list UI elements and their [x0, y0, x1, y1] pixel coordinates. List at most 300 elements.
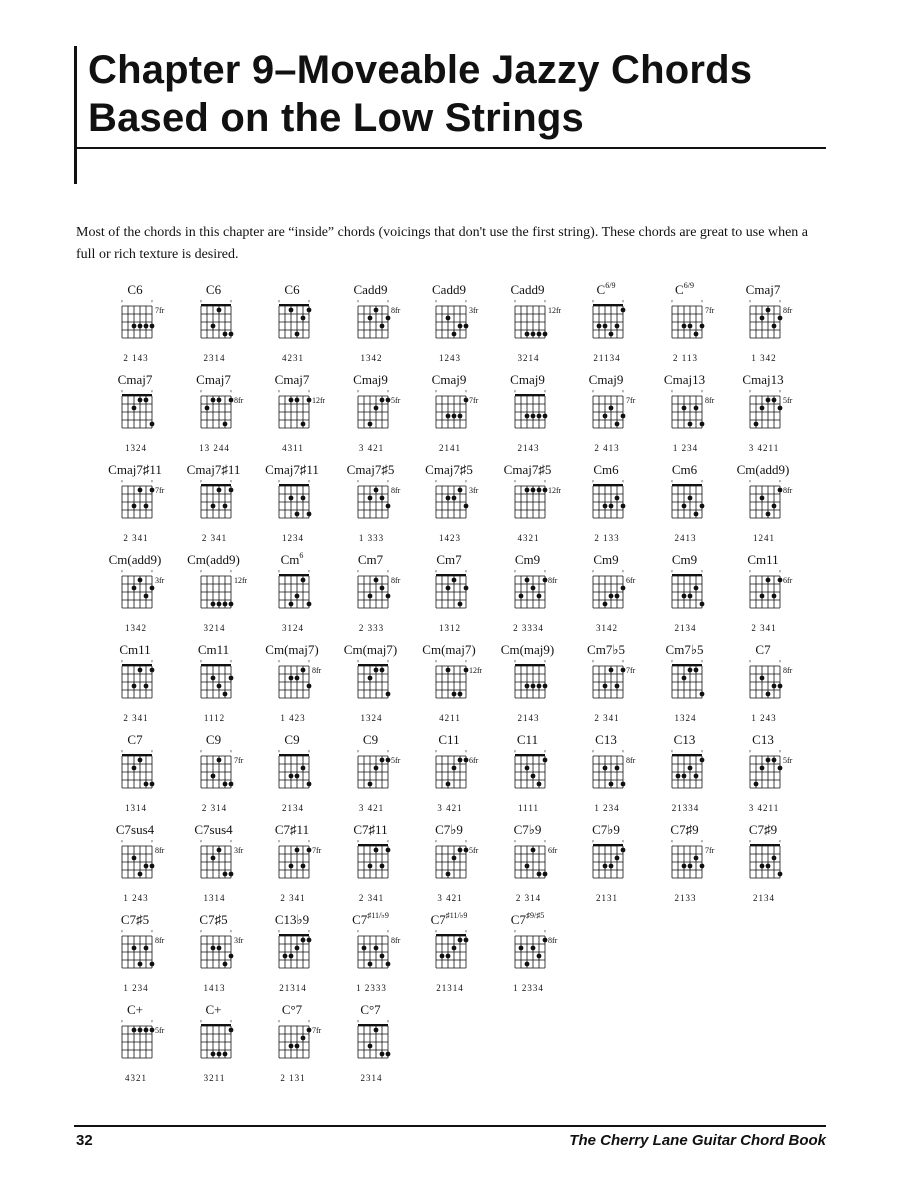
- muted-string-mark: ×: [543, 390, 546, 395]
- finger-dot: [367, 316, 372, 321]
- finger-dot: [216, 308, 221, 313]
- chord-name-base: Cm11: [119, 642, 151, 657]
- chord-diagram: [175, 1002, 253, 1088]
- finger-dot: [772, 504, 777, 509]
- chord-name-base: C7♯11: [353, 822, 388, 837]
- fret-number: 12fr: [547, 486, 561, 495]
- chord-name-base: Cadd9: [510, 282, 545, 297]
- finger-dot: [295, 676, 300, 681]
- chord-diagram: [489, 912, 567, 998]
- finger-dot: [524, 578, 529, 583]
- finger-dot: [530, 586, 535, 591]
- chord-diagram: [724, 282, 802, 368]
- chord-diagram: [253, 462, 331, 548]
- muted-string-mark: ×: [120, 930, 124, 935]
- fingering-label: 1 234: [672, 443, 699, 453]
- fretboard-diagram: [275, 748, 325, 800]
- fretboard-diagram: [589, 478, 639, 530]
- chord-diagram: [410, 822, 488, 908]
- finger-dot: [766, 308, 771, 313]
- chord-diagram: [96, 912, 174, 998]
- chord-name: [489, 642, 567, 657]
- finger-dot: [150, 488, 155, 493]
- finger-dot: [452, 414, 457, 419]
- fretboard-diagram: [668, 298, 718, 350]
- chord-name-base: Cmaj7: [745, 282, 781, 297]
- fingering-label: 1 423: [280, 713, 306, 723]
- fingering-label: 2134: [753, 893, 775, 903]
- finger-dot: [301, 864, 306, 869]
- fret-number: 8fr: [155, 936, 165, 945]
- chord-name-base: Cmaj13: [742, 372, 784, 387]
- fret-number: 7fr: [704, 306, 714, 315]
- chord-diagram: [332, 642, 410, 728]
- finger-dot: [452, 332, 457, 337]
- fingering-label: 2 3334: [513, 623, 544, 633]
- finger-dot: [452, 578, 457, 583]
- chord-diagram: [567, 822, 645, 908]
- fretboard-diagram: [197, 388, 247, 440]
- finger-dot: [621, 414, 626, 419]
- chord-diagram: [410, 462, 488, 548]
- chord-name: [646, 642, 724, 657]
- finger-dot: [138, 962, 143, 967]
- finger-dot: [289, 954, 294, 959]
- fingering-label: 3 4211: [748, 803, 780, 813]
- chord-diagram: [96, 462, 174, 548]
- fingering-label: 2 341: [594, 713, 620, 723]
- finger-dot: [379, 324, 384, 329]
- finger-dot: [222, 504, 227, 509]
- finger-dot: [138, 398, 143, 403]
- chord-diagram: [332, 822, 410, 908]
- finger-dot: [228, 602, 233, 607]
- muted-string-mark: ×: [356, 480, 359, 485]
- chord-diagram: [724, 552, 802, 638]
- finger-dot: [772, 856, 777, 861]
- finger-dot: [766, 758, 771, 763]
- finger-dot: [699, 864, 704, 869]
- fret-number: 5fr: [390, 396, 400, 405]
- finger-dot: [295, 332, 300, 337]
- finger-dot: [530, 946, 535, 951]
- finger-dot: [615, 324, 620, 329]
- chord-name-base: Cmaj9: [431, 372, 467, 387]
- muted-string-mark: ×: [150, 930, 154, 935]
- finger-dot: [228, 676, 233, 681]
- fingering-label: 4231: [282, 353, 304, 363]
- finger-dot: [687, 422, 692, 427]
- chord-diagram: [253, 552, 331, 638]
- finger-dot: [307, 848, 312, 853]
- chord-name: [96, 1002, 174, 1017]
- chord-name: [332, 552, 410, 567]
- fingering-label: 3124: [282, 623, 304, 633]
- chord-name-base: C+: [205, 1002, 222, 1017]
- fretboard-diagram: [354, 298, 404, 350]
- finger-dot: [150, 782, 155, 787]
- finger-dot: [295, 512, 300, 517]
- muted-string-mark: ×: [199, 390, 202, 395]
- finger-dot: [772, 398, 777, 403]
- chord-name: [175, 462, 253, 477]
- muted-string-mark: ×: [150, 1020, 154, 1025]
- chord-diagram: [332, 372, 410, 458]
- chord-diagram: [332, 462, 410, 548]
- finger-dot: [367, 422, 372, 427]
- fingering-label: 21314: [436, 983, 464, 993]
- finger-dot: [138, 872, 143, 877]
- fret-number: 7fr: [626, 666, 636, 675]
- finger-dot: [307, 782, 312, 787]
- fretboard-diagram: [511, 838, 561, 890]
- chord-name: [175, 642, 253, 657]
- muted-string-mark: ×: [621, 480, 625, 485]
- finger-dot: [216, 848, 221, 853]
- muted-string-mark: ×: [748, 570, 752, 575]
- finger-dot: [464, 398, 469, 403]
- chord-name-base: C9: [205, 732, 222, 747]
- chord-name-base: C11: [438, 732, 460, 747]
- fret-number: 7fr: [155, 306, 165, 315]
- fingering-label: 4211: [439, 713, 461, 723]
- chord-name: [332, 282, 410, 297]
- chord-diagram: [724, 642, 802, 728]
- chord-name: [489, 912, 567, 927]
- fingering-label: 2314: [360, 1073, 383, 1083]
- muted-string-mark: ×: [307, 570, 311, 575]
- chord-name-base: Cm6: [671, 462, 698, 477]
- finger-dot: [144, 946, 149, 951]
- finger-dot: [138, 324, 143, 329]
- fretboard-diagram: [746, 388, 796, 440]
- finger-dot: [530, 848, 535, 853]
- fret-number: 8fr: [233, 396, 243, 405]
- chord-diagram: [489, 822, 567, 908]
- muted-string-mark: ×: [543, 840, 546, 845]
- chord-diagram: [175, 462, 253, 548]
- finger-dot: [307, 938, 312, 943]
- finger-dot: [210, 1052, 215, 1057]
- fingering-label: 2413: [674, 533, 697, 543]
- chord-name-base: Cm11: [197, 642, 230, 657]
- finger-dot: [385, 594, 390, 599]
- fret-number: 8fr: [783, 306, 793, 315]
- finger-dot: [699, 692, 704, 697]
- fretboard-diagram: [746, 658, 796, 710]
- finger-dot: [301, 496, 306, 501]
- finger-dot: [295, 1044, 300, 1049]
- fretboard-diagram: [668, 478, 718, 530]
- muted-string-mark: ×: [229, 390, 232, 395]
- finger-dot: [373, 578, 378, 583]
- finger-dot: [373, 668, 378, 673]
- finger-dot: [536, 414, 541, 419]
- chord-diagram: [567, 552, 645, 638]
- fingering-label: 1 2334: [513, 983, 544, 993]
- fingering-label: 1 234: [123, 983, 149, 993]
- finger-dot: [373, 308, 378, 313]
- finger-dot: [681, 324, 686, 329]
- finger-dot: [379, 586, 384, 591]
- fret-number: 12fr: [469, 666, 482, 675]
- finger-dot: [687, 864, 692, 869]
- finger-dot: [367, 782, 372, 787]
- muted-string-mark: ×: [229, 1020, 232, 1025]
- finger-dot: [609, 864, 614, 869]
- muted-string-mark: ×: [543, 930, 546, 935]
- finger-dot: [464, 668, 469, 673]
- finger-dot: [452, 766, 457, 771]
- finger-dot: [458, 488, 463, 493]
- fret-number: 8fr: [390, 486, 400, 495]
- finger-dot: [132, 946, 137, 951]
- finger-dot: [228, 954, 233, 959]
- muted-string-mark: ×: [670, 750, 673, 755]
- muted-string-mark: ×: [307, 930, 311, 935]
- fretboard-diagram: [275, 1018, 325, 1070]
- chord-diagram: [646, 462, 724, 548]
- fingering-label: 3214: [203, 623, 226, 633]
- fretboard-diagram: [589, 748, 639, 800]
- chord-name: [724, 282, 802, 297]
- finger-dot: [530, 774, 535, 779]
- fret-number: 5fr: [390, 756, 400, 765]
- chord-name: [567, 462, 645, 477]
- chord-diagram: [567, 372, 645, 458]
- finger-dot: [379, 398, 384, 403]
- muted-string-mark: ×: [307, 300, 311, 305]
- fretboard-diagram: [197, 748, 247, 800]
- finger-dot: [301, 938, 306, 943]
- muted-string-mark: ×: [307, 1020, 311, 1025]
- finger-dot: [524, 864, 529, 869]
- page-number: 32: [76, 1132, 93, 1149]
- fretboard-diagram: [354, 838, 404, 890]
- chord-name: [489, 822, 567, 837]
- chord-name-base: Cadd9: [353, 282, 388, 297]
- finger-dot: [222, 872, 227, 877]
- fret-number: 8fr: [626, 756, 636, 765]
- chord-diagram: [175, 912, 253, 998]
- chord-diagram: [567, 282, 645, 368]
- fretboard-diagram: [197, 568, 247, 620]
- muted-string-mark: ×: [543, 570, 546, 575]
- fret-number: 5fr: [155, 1026, 165, 1035]
- fret-number: 8fr: [155, 846, 165, 855]
- fingering-label: 21334: [671, 803, 700, 813]
- fretboard-diagram: [589, 658, 639, 710]
- chord-name-base: C7: [755, 642, 771, 657]
- chord-name-base: C11: [516, 732, 539, 747]
- finger-dot: [289, 602, 294, 607]
- finger-dot: [379, 864, 384, 869]
- chord-name-superscript: ♯11/♭9: [445, 911, 468, 920]
- finger-dot: [150, 1028, 155, 1033]
- finger-dot: [693, 586, 698, 591]
- chord-name-superscript: 6/9: [683, 281, 694, 290]
- chord-name: [96, 282, 174, 297]
- finger-dot: [385, 848, 390, 853]
- fret-number: 5fr: [469, 846, 479, 855]
- finger-dot: [693, 512, 698, 517]
- chord-diagram: [253, 732, 331, 818]
- muted-string-mark: ×: [150, 840, 154, 845]
- finger-dot: [373, 848, 378, 853]
- finger-dot: [307, 1028, 312, 1033]
- finger-dot: [452, 496, 457, 501]
- finger-dot: [446, 586, 451, 591]
- muted-string-mark: ×: [778, 390, 782, 395]
- muted-string-mark: ×: [386, 480, 389, 485]
- muted-string-mark: ×: [120, 840, 124, 845]
- muted-string-mark: ×: [386, 570, 389, 575]
- finger-dot: [307, 602, 312, 607]
- chord-diagram: [724, 462, 802, 548]
- fingering-label: 3142: [596, 623, 618, 633]
- title-line-2: Based on the Low Strings: [88, 96, 584, 140]
- chord-diagram: [96, 1002, 174, 1088]
- muted-string-mark: ×: [356, 570, 359, 575]
- muted-string-mark: ×: [150, 660, 154, 665]
- finger-dot: [760, 316, 765, 321]
- title-horizontal-rule: [74, 147, 826, 149]
- fretboard-diagram: [668, 568, 718, 620]
- muted-string-mark: ×: [700, 390, 703, 395]
- muted-string-mark: ×: [748, 390, 752, 395]
- finger-dot: [385, 398, 390, 403]
- fret-number: 7fr: [469, 396, 479, 405]
- finger-dot: [379, 758, 384, 763]
- fretboard-diagram: [432, 298, 482, 350]
- muted-string-mark: ×: [591, 390, 595, 395]
- muted-string-mark: ×: [307, 390, 311, 395]
- finger-dot: [772, 684, 777, 689]
- muted-string-mark: ×: [464, 750, 468, 755]
- fingering-label: 3 421: [358, 443, 385, 453]
- chord-diagram: [724, 822, 802, 908]
- finger-dot: [210, 946, 215, 951]
- chord-name-base: Cmaj7♯5: [346, 462, 395, 477]
- fretboard-diagram: [589, 568, 639, 620]
- finger-dot: [536, 332, 541, 337]
- finger-dot: [307, 308, 312, 313]
- fingering-label: 2131: [596, 893, 618, 903]
- fretboard-diagram: [118, 658, 168, 710]
- muted-string-mark: ×: [229, 750, 232, 755]
- muted-string-mark: ×: [356, 1020, 359, 1025]
- fret-number: 12fr: [312, 396, 325, 405]
- chord-name: [489, 282, 567, 297]
- finger-dot: [222, 962, 227, 967]
- fretboard-diagram: [197, 928, 247, 980]
- finger-dot: [440, 954, 445, 959]
- chord-name: [96, 552, 174, 567]
- fingering-label: 1 2333: [356, 983, 387, 993]
- muted-string-mark: ×: [150, 570, 154, 575]
- finger-dot: [373, 406, 378, 411]
- fretboard-diagram: [432, 748, 482, 800]
- finger-dot: [754, 422, 759, 427]
- finger-dot: [603, 602, 608, 607]
- muted-string-mark: ×: [513, 480, 516, 485]
- fretboard-diagram: [354, 748, 404, 800]
- fingering-label: 3 421: [358, 803, 385, 813]
- fingering-label: 2 341: [123, 533, 149, 543]
- fret-number: 12fr: [547, 306, 561, 315]
- chapter-title: [88, 46, 752, 142]
- muted-string-mark: ×: [229, 480, 232, 485]
- chord-diagram: [489, 732, 567, 818]
- chord-name: [332, 822, 410, 837]
- finger-dot: [778, 872, 783, 877]
- chord-diagram: [253, 372, 331, 458]
- finger-dot: [301, 766, 306, 771]
- finger-dot: [536, 684, 541, 689]
- finger-dot: [766, 692, 771, 697]
- finger-dot: [464, 586, 469, 591]
- fretboard-diagram: [432, 838, 482, 890]
- fingering-label: 1342: [125, 623, 147, 633]
- finger-dot: [289, 308, 294, 313]
- finger-dot: [760, 496, 765, 501]
- fretboard-diagram: [589, 298, 639, 350]
- chord-name: [253, 552, 331, 567]
- finger-dot: [132, 684, 137, 689]
- chord-name: [567, 372, 645, 387]
- fretboard-diagram: [354, 1018, 404, 1070]
- chord-diagram: [410, 642, 488, 728]
- chord-diagram: [724, 372, 802, 458]
- fingering-label: 2 341: [201, 533, 228, 543]
- chord-name-base: Cadd9: [432, 282, 466, 297]
- fretboard-diagram: [746, 478, 796, 530]
- muted-string-mark: ×: [543, 300, 546, 305]
- chord-diagram: [567, 732, 645, 818]
- chord-name: [567, 822, 645, 837]
- muted-string-mark: ×: [591, 570, 595, 575]
- muted-string-mark: ×: [513, 390, 516, 395]
- title-line-1: Chapter 9–Moveable Jazzy Chords: [88, 48, 753, 92]
- finger-dot: [222, 602, 227, 607]
- fretboard-diagram: [589, 388, 639, 440]
- chord-name-base: Cmaj7♯11: [265, 462, 319, 477]
- chord-name-base: Cmaj7: [117, 372, 153, 387]
- fretboard-diagram: [354, 478, 404, 530]
- chord-name: [253, 282, 331, 297]
- finger-dot: [144, 864, 149, 869]
- muted-string-mark: ×: [199, 570, 202, 575]
- chord-name-base: Cm(add9): [108, 552, 162, 567]
- muted-string-mark: ×: [778, 750, 782, 755]
- chord-name-base: Cm6: [593, 462, 619, 477]
- fretboard-diagram: [275, 388, 325, 440]
- fingering-label: 1 342: [751, 353, 777, 363]
- fretboard-diagram: [668, 388, 718, 440]
- finger-dot: [681, 774, 686, 779]
- chord-diagram: [410, 912, 488, 998]
- chord-name: [410, 372, 488, 387]
- finger-dot: [458, 414, 463, 419]
- fingering-label: 2 131: [280, 1073, 306, 1083]
- fingering-label: 1 243: [123, 893, 149, 903]
- finger-dot: [385, 758, 390, 763]
- muted-string-mark: ×: [120, 750, 124, 755]
- finger-dot: [760, 406, 765, 411]
- chord-name-base: C7: [510, 912, 526, 927]
- finger-dot: [603, 766, 608, 771]
- chord-name: [410, 642, 488, 657]
